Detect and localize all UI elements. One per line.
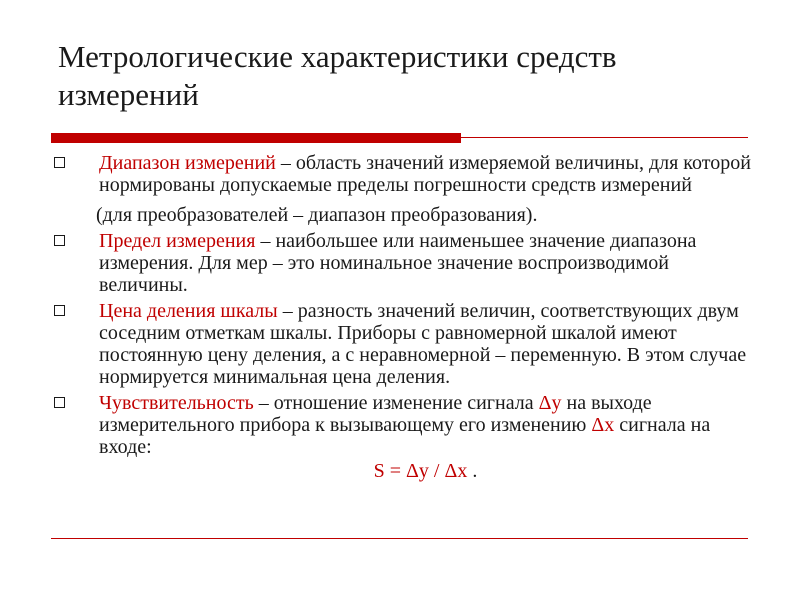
bullet-item-limit <box>52 230 752 296</box>
formula-expression: S = Δy / Δx <box>373 460 468 482</box>
square-bullet-icon <box>54 305 65 316</box>
term-limit: Предел измерения <box>99 230 256 252</box>
delta-x-symbol: Δx <box>591 414 615 436</box>
bullet-list <box>52 152 752 482</box>
square-bullet-icon <box>54 235 65 246</box>
definition-sensitivity-a: – отношение изменение сигнала <box>253 392 539 414</box>
title-underline-thin <box>461 137 748 138</box>
bullet-item-range <box>52 152 752 196</box>
definition-scale-division: – разность значений величин, соответствующих двум соседним отметкам шкалы. Приборы с равномерной шкалой имеют постоянную цену деления, а с неравномерной – переменную. В этом случае нормируется минимальная цена деления. <box>99 300 747 388</box>
bottom-divider <box>51 538 748 539</box>
square-bullet-icon <box>54 157 65 168</box>
definition-range: – область значений измеряемой величины, для которой нормированы допускаемые пределы погрешности средств измерений <box>99 152 751 196</box>
note-range: (для преобразователей – диапазон преобразования). <box>96 204 538 226</box>
bullet-item-sensitivity <box>52 392 752 458</box>
title-underline <box>51 133 748 143</box>
bullet-item-scale-division <box>52 300 752 388</box>
definition-sensitivity-c: сигнала на входе: <box>99 414 711 458</box>
delta-y-symbol: Δy <box>538 392 562 414</box>
slide-title: Метрологические характеристики средств измерений <box>58 39 617 112</box>
formula-tail: . <box>467 460 478 482</box>
term-sensitivity: Чувствительность <box>99 392 254 414</box>
definition-sensitivity-b: на выходе измерительного прибора к вызывающему его изменению <box>99 392 652 436</box>
term-scale-division: Цена деления шкалы <box>99 300 278 322</box>
square-bullet-icon <box>54 397 65 408</box>
definition-limit: – наибольшее или наименьшее значение диапазона измерения. Для мер – это номинальное значение воспроизводимой величины. <box>99 230 697 296</box>
sensitivity-formula <box>52 460 752 482</box>
title-underline-thick <box>51 133 461 143</box>
term-range: Диапазон измерений <box>99 152 276 174</box>
